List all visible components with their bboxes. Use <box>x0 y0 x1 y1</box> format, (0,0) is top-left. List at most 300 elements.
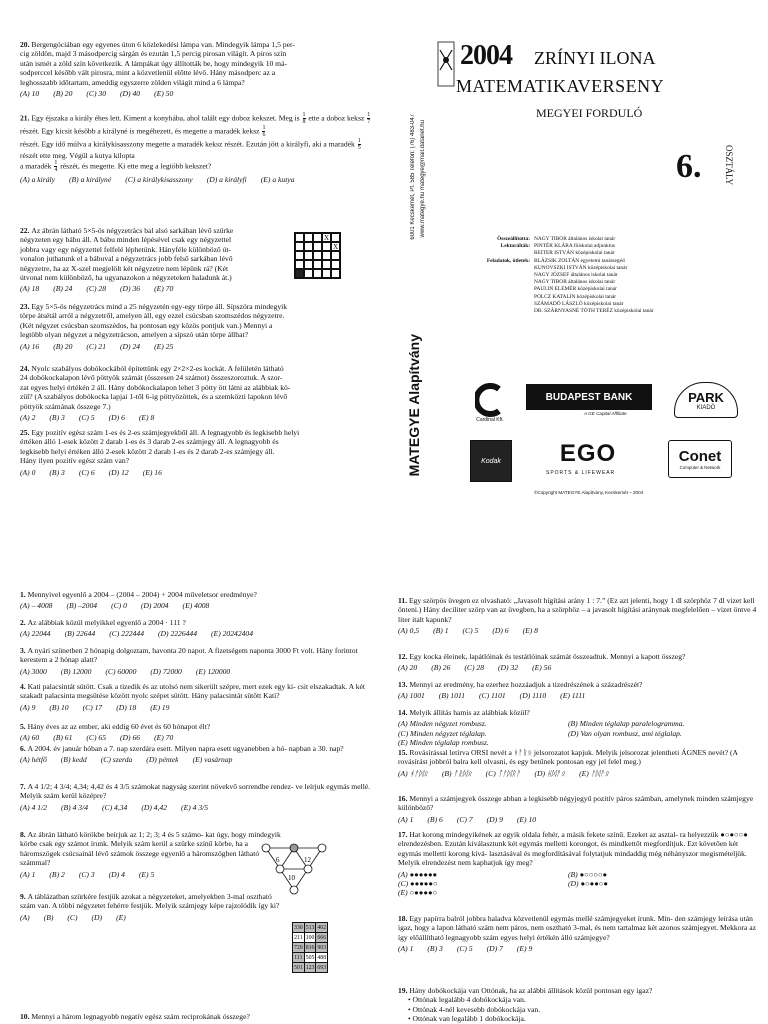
answer-options <box>398 944 758 953</box>
answer-option: (C) 0 <box>111 601 127 611</box>
answer-option: (B) 20 <box>53 341 73 351</box>
answer-option: (D) <box>91 912 103 922</box>
conet-logo <box>668 440 732 478</box>
question-text: ette a doboz keksz <box>308 113 367 123</box>
bank-subtitle: A GE Capital Affiliate <box>584 411 627 416</box>
question-text: törpe átsétál arról a négyzetről, amelyen áll, egy ezzel csúcsban szomszédos négyzetre. <box>20 311 285 321</box>
answer-options <box>20 755 374 764</box>
question-number: 1. <box>20 590 28 599</box>
bullet-item: • Ottónak legalább 4 dobókockája van. <box>408 995 526 1005</box>
credit-name: KUNOVSZKI ISTVÁN középiskolai tanár <box>534 264 628 271</box>
fraction-numerator: 1 <box>54 160 58 167</box>
question-number: 19. <box>398 986 410 995</box>
answer-options <box>20 803 374 812</box>
answer-option: (A) 20 <box>398 663 418 673</box>
answer-options <box>20 870 288 879</box>
answer-option: (E) ○●●●●○ <box>398 888 438 898</box>
grid-cell <box>313 269 322 278</box>
grade-label: OSZTÁLY <box>724 145 734 186</box>
credit-role <box>456 279 534 286</box>
question-number: 16. <box>398 794 410 803</box>
table-row <box>293 943 328 953</box>
credit-row <box>456 308 739 315</box>
grid-cell <box>313 242 322 251</box>
table-cell: 402 <box>317 924 327 931</box>
credit-role <box>456 294 534 301</box>
answer-option: (C) ᛏᚨᛞᚱᚨ <box>485 768 521 778</box>
grid-cell <box>304 251 313 260</box>
question-text: Hat korong mindegyikének az egyik oldala fehér, a másik fekete színű. Ezeket az asztal- ra helyezzük ●○●○○● elrendezésben. Ezután kiválasztunk két egymás melletti korongot, és mindkettőt megfordítjuk. Ezt követően két egymás melletti korong kivá- lasztásával és megfordításával folytatjuk mindaddig még néhányszor megismételjük. Melyik elrendezést nem kaphatjuk így meg? <box>398 830 748 868</box>
answer-option: (E) Minden téglalap rombusz. <box>398 738 489 748</box>
question-text: legkisebb helyi értéken álló 2-esek között 2 darab 1-es és 2 darab 2-es számjegy áll. <box>20 446 275 456</box>
answer-option: (C) 28 <box>86 284 107 294</box>
answer-option: (D) 12 <box>108 467 129 477</box>
publisher-web: www.mategye.hu mategye@mail.datanet.hu <box>420 120 426 238</box>
credit-role <box>456 308 534 315</box>
cardinal-label: Cardinal Kft. <box>476 417 504 423</box>
bullet-item: • Ottónak van legalább 1 dobókockája. <box>408 1014 526 1024</box>
question-number: 20. <box>20 40 32 49</box>
question-number: 3. <box>20 646 28 655</box>
question-number: 2. <box>20 618 28 627</box>
question-text: a maradék <box>20 161 54 171</box>
question-1 <box>20 590 374 611</box>
credit-role <box>456 250 534 257</box>
answer-option: (E) 20242404 <box>211 629 254 639</box>
answer-option: (C) 5 <box>78 413 95 423</box>
answer-option: (E) 8 <box>138 413 155 423</box>
answer-options <box>20 733 374 742</box>
answer-option: (D) 4,42 <box>141 802 168 812</box>
credit-role: Összeállította: <box>497 236 530 242</box>
question-text: maradék keksz <box>214 126 262 136</box>
question-7 <box>20 782 374 812</box>
answer-options <box>20 175 374 184</box>
credit-name: REITER ISTVÁN középiskolai tanár <box>534 250 615 257</box>
question-number: 9. <box>20 892 28 901</box>
table-cell: 111 <box>294 954 303 961</box>
answer-option: (A) 9 <box>20 702 36 712</box>
table-cell: 505 <box>305 954 315 961</box>
credit-name: BLÁZSIK ZOLTÁN egyetemi tanársegéd <box>534 257 625 264</box>
answer-option: (A) <box>20 912 30 922</box>
page-questions-11-19 <box>384 512 768 1024</box>
credit-name: SZÁMADÓ LÁSZLÓ középiskolai tanár <box>534 300 624 307</box>
fraction-denominator: 7 <box>367 119 371 125</box>
answer-option: (B) 1 <box>433 626 449 636</box>
answer-option: (A) 16 <box>20 341 40 351</box>
question-8 <box>20 830 288 879</box>
grid-cell <box>304 242 313 251</box>
table-cell: 488 <box>317 954 327 961</box>
answer-option: (D) 6 <box>492 626 509 636</box>
grid-cell <box>295 242 304 251</box>
answer-option: (E) 25 <box>154 341 174 351</box>
answer-option: (D) 32 <box>498 663 519 673</box>
answer-options <box>20 601 374 610</box>
question-12 <box>398 652 758 673</box>
question-text: Az ábrán látható körökbe beírjuk az 1; 2; 3; 4 és 5 számo- kat úgy, hogy mindegyik körbe csak egy számot írunk. Melyik szám kerül a szürke színű körbe, ha a háromszögek csúcsainál lévő számok összege egyenlő a háromszögben látható számmal? <box>20 830 281 868</box>
answer-option: (C) 6 <box>78 467 95 477</box>
answer-options <box>20 913 288 922</box>
conet-sub: Computer & Network <box>679 465 721 470</box>
question-number: 7. <box>20 782 28 791</box>
question-number: 17. <box>398 830 410 839</box>
answer-options <box>398 663 758 672</box>
fraction-denominator: 5 <box>357 145 361 151</box>
answer-option: (E) 70 <box>154 284 174 294</box>
answer-option: (C) 4,34 <box>102 802 128 812</box>
credit-row <box>456 301 739 308</box>
answer-option: (D) 7 <box>486 944 503 954</box>
answer-option: (D) 36 <box>120 284 141 294</box>
question-text: négyzetre, ha az X-szel megjelölt két négyzetre nem lépünk rá? (Két <box>20 263 229 273</box>
answer-option: (A) 1 <box>398 944 414 954</box>
answer-option: (D) 24 <box>120 341 141 351</box>
answer-option: (A) 10 <box>20 89 40 99</box>
publisher-bar <box>408 84 434 504</box>
bullet-item: • Ottónak 4-nél kevesebb dobókockája van. <box>408 1004 541 1014</box>
answer-option: (E) 10 <box>516 814 537 824</box>
answer-option: (C) 1101 <box>479 691 506 701</box>
grid-5x5-figure <box>294 232 341 279</box>
grid-cell <box>331 260 340 269</box>
answer-option: (D) ●○●●○● <box>568 879 608 889</box>
grid-cell <box>313 251 322 260</box>
question-text: legtöbb olyan négyzet a négyzetrácson, amelyen a sípszó után törpe állhat? <box>20 330 248 340</box>
grid-cell <box>304 269 313 278</box>
figure-sum-left: 6 <box>276 856 280 864</box>
answer-option: (D) 2004 <box>140 601 169 611</box>
cover-page <box>384 0 768 512</box>
answer-option: (A) 22044 <box>20 629 51 639</box>
answer-option: (E) ᚨᛞᚨᛟ <box>579 768 609 778</box>
question-text: értéken álló 1-esek között 2 darab 1-es és 3 darab 2-es számjegy áll. A legnagyobb és <box>20 437 279 447</box>
question-number: 6. <box>20 744 28 753</box>
question-text: Mennyi a három legnagyobb negatív egész szám reciprokának összege? <box>31 1012 250 1021</box>
figure-sum-right: 12 <box>304 856 311 864</box>
question-number: 10. <box>20 1012 32 1021</box>
credit-name: PAULIN ELEMÉR középiskolai tanár <box>534 286 617 293</box>
answer-option: (D) a királyfi <box>206 175 247 185</box>
question-text: részét. Egy idő múlva a királykisasszony megette a maradék keksz <box>20 139 225 149</box>
question-text: Az alábbiak közül melyikkel egyenlő a 2004 · 111 ? <box>27 618 186 627</box>
question-text: Hány éves az az ember, aki eddig 60 évet és 60 hónapot élt? <box>27 722 211 731</box>
answer-option: (C) 5 <box>462 626 479 636</box>
question-text: (Két négyzet csúcsban szomszédos, ha pontosan egy közös pontjuk van.) Mennyi a <box>20 320 273 330</box>
question-number: 11. <box>398 596 409 605</box>
question-text: sodperccel később vált pirosra, mint a közvetlenül előtte lévő. Hány másodperc az a <box>20 68 276 78</box>
triangle-circles-figure <box>256 840 334 900</box>
answer-options <box>398 870 758 898</box>
credit-row <box>456 258 739 265</box>
question-text: részét ette meg. Végül a kutya kilopta <box>20 151 135 160</box>
table-row <box>293 953 328 963</box>
answer-options <box>20 342 374 351</box>
table-cell: 720 <box>294 944 303 951</box>
answer-option: (B) 1011 <box>438 691 466 701</box>
answer-options <box>20 413 374 422</box>
answer-option: (A) ᚼᚨᛞᛟ <box>398 768 428 778</box>
question-number: 15. <box>398 748 410 757</box>
answer-option: (B) 3 <box>49 467 65 477</box>
question-number: 4. <box>20 682 28 691</box>
question-11 <box>398 596 758 636</box>
answer-options <box>398 815 758 824</box>
answer-option: (D) 1110 <box>519 691 547 701</box>
answer-option: (A) 60 <box>20 733 40 743</box>
answer-option: (E) 56 <box>532 663 552 673</box>
answer-option: (B) a királyné <box>69 175 112 185</box>
answer-option: (D) 72000 <box>150 666 182 676</box>
contest-logo-icon <box>434 40 458 90</box>
page-questions-20-25 <box>0 0 384 512</box>
answer-options <box>398 769 758 778</box>
question-number: 22. <box>20 226 32 235</box>
credit-role <box>456 286 534 293</box>
grid-cell <box>295 269 304 278</box>
answer-option: (A) a király <box>20 175 56 185</box>
answer-option: (A) Minden négyzet rombusz. <box>398 719 487 729</box>
table-cell: 123 <box>305 964 315 971</box>
answer-option: (D) 2226444 <box>158 629 198 639</box>
answer-options <box>398 626 758 635</box>
question-text: Egy papírra balról jobbra haladva közvetlenül egymás mellé számjegyeket írunk. Min- den számjegy leírása után igaz, hogy a lapon látható szám nem páros, nem osztható 3-mal, és nem tartalmaz két azonos számjegyet. Mekkora az így előállítható legnagyobb szám egyes helyi értékén álló számjegye? <box>398 914 757 942</box>
question-text: Egy kocka éleinek, lapátlóinak és testátlóinak számát összeadtuk. Mennyi a kapott összeg? <box>409 652 686 661</box>
grid-cell <box>304 260 313 269</box>
question-18 <box>398 914 758 954</box>
question-text: Mennyi a számjegyek összege abban a legkisebb négyjegyű pozitív páros számban, amelynek minden számjegye különböző? <box>398 794 754 813</box>
table-cell: 211 <box>294 934 303 941</box>
question-text: pöttyök számának összege 7.) <box>20 401 111 411</box>
grid-cell: X <box>323 234 330 242</box>
question-2 <box>20 618 374 639</box>
credit-name: NAGY JÓZSEF általános iskolai tanár <box>534 272 618 279</box>
answer-option: (B) 20 <box>53 89 73 99</box>
credit-role <box>456 265 534 272</box>
question-3 <box>20 646 374 676</box>
question-number: 18. <box>398 914 410 923</box>
question-text: A nyári szünetben 2 hónapig dolgoztam, havonta 20 napot. A fizetségem naponta 3000 Ft volt. Hány forintot kerestem a 2 hónap alatt? <box>20 646 358 665</box>
answer-option: (A) ●●●●●● <box>398 869 438 879</box>
answer-option: (C) 5 <box>456 944 473 954</box>
question-number: 8. <box>20 830 28 839</box>
question-text: Rovásírással letírva ORSI nevét a ᚼᚨᚱᛟ jelsorozatot kapjuk. Melyik jelsorozat jelentheti ÁGNES nevét? (A rovásírást jobbról balra kell olvasni, és egy betűnek pontosan egy jel felel meg.) <box>398 748 738 767</box>
question-16 <box>398 794 758 824</box>
answer-option: (B) Minden téglalap paralelogramma. <box>568 719 685 729</box>
credit-row <box>456 265 739 272</box>
question-text: Bergengóciában egy egyenes úton 6 közlekedési lámpa van. Mindegyik lámpa 1,5 per- <box>31 40 295 49</box>
grid-cell <box>304 233 313 242</box>
question-23 <box>20 302 374 351</box>
table-row <box>293 933 328 943</box>
question-number: 14. <box>398 708 410 717</box>
question-22 <box>20 226 288 294</box>
question-text: Az ábrán látható 5×5-ös négyzetrács bal alsó sarkában lévő szürke <box>31 226 234 235</box>
answer-option: (D) Van olyan rombusz, ami téglalap. <box>568 728 682 738</box>
publisher-name: MATEGYE Alapítvány <box>406 334 422 477</box>
fraction-denominator: 8 <box>302 119 306 125</box>
fraction-numerator: 1 <box>262 125 266 131</box>
ego-subtitle: SPORTS & LIFEWEAR <box>546 470 616 476</box>
answer-option: (D) ᚺᛞᚨᛟ <box>534 768 566 778</box>
grid-cell <box>313 260 322 269</box>
question-text: cig zöldön, majd 3 másodpercig sárgán és ezután 1,5 percig pirosan világít. A piros szín <box>20 49 287 59</box>
answer-option: (C) Minden négyzet téglalap. <box>398 728 487 738</box>
answer-option: (A) 3000 <box>20 666 47 676</box>
fraction-numerator: 1 <box>302 112 306 118</box>
publisher-address: 6001 Kecskemét, Pf. 585 Telefon: (76) 483-047 <box>410 114 416 240</box>
question-text: Hány ilyen pozitív egész szám van? <box>20 456 130 466</box>
fraction-denominator: 4 <box>54 167 58 174</box>
fraction <box>54 160 57 173</box>
fraction <box>303 112 306 125</box>
question-text: A 4 1/2; 4 3/4; 4,34; 4,42 és 4 3/5 számokat nagyság szerint növekvő sorrendbe rendez- ve leírjuk egymás mellé. Melyik szám kerül középre? <box>20 782 371 801</box>
question-text: A táblázatban szürkére festjük azokat a négyzeteket, amelyekben 3-mal osztható szám van. A többi négyzetet fehérre festjük. Melyik számjegy képe rajzolódik így ki? <box>20 892 280 911</box>
table-cell: 513 <box>305 924 315 931</box>
grid-cell <box>331 233 340 242</box>
credit-name: NAGY TIBOR általános iskolai tanár <box>534 279 616 286</box>
question-text: Melyik állítás hamis az alábbiak közül? <box>409 708 530 717</box>
credit-role <box>456 301 534 308</box>
credit-name: POLCZ KATALIN középiskolai tanár <box>534 293 617 300</box>
answer-option: (E) 120000 <box>195 666 231 676</box>
answer-option: (A) – 4008 <box>20 601 53 611</box>
answer-option: (D) péntek <box>146 755 179 765</box>
answer-option: (C) ●●●●●○ <box>398 879 438 889</box>
answer-option: (B) 10 <box>49 702 69 712</box>
grid-cell <box>313 233 322 242</box>
question-number: 21. <box>20 113 32 123</box>
answer-option: (C) szerda <box>100 755 133 765</box>
grid-cell <box>295 251 304 260</box>
question-text: jobbra vagy egy négyzettel felfelé léphetünk. Hányféle különböző út- <box>20 244 232 254</box>
question-text: Mennyi az eredmény, ha ezerhez hozzáadjuk a tizedrészének a századrészét? <box>409 680 643 689</box>
answer-options <box>398 691 758 700</box>
answer-option: (E) a kutya <box>260 175 295 185</box>
question-text: részét. Egy kicsit később a királyné is megéhezett, és megette a <box>20 126 215 136</box>
contest-year: 2004 <box>460 40 512 71</box>
answer-option: (A) 1 <box>398 814 414 824</box>
fraction <box>262 125 265 138</box>
answer-option: (B) 61 <box>53 733 73 743</box>
question-text: részét, és megette. Ki ette meg a legtöbb kekszet? <box>60 161 212 171</box>
answer-option: (B) 12000 <box>60 666 92 676</box>
answer-options <box>20 703 374 712</box>
question-25 <box>20 428 374 477</box>
credit-role: Feladatok, ötletek: <box>486 257 530 264</box>
answer-options <box>20 284 288 293</box>
answer-options <box>398 719 758 747</box>
answer-option: (B) <box>43 912 54 922</box>
answer-option: (E) 9 <box>516 944 533 954</box>
answer-option: (A) 0 <box>20 467 36 477</box>
answer-option: (C) 222444 <box>109 629 144 639</box>
question-number: 5. <box>20 722 28 731</box>
answer-option: (E) 4 3/5 <box>181 802 209 812</box>
credit-row <box>456 294 739 301</box>
credit-role <box>456 272 534 279</box>
table-cell: 666 <box>317 934 327 941</box>
credit-name: PINTÉR KLÁRA főiskolai adjunktus <box>534 243 616 250</box>
table-cell: 693 <box>317 964 327 971</box>
answer-option: (D) 18 <box>116 702 137 712</box>
table-cell: 903 <box>317 944 327 951</box>
answer-option: (A) 2 <box>20 413 36 423</box>
answer-option: (C) a királykisasszony <box>125 175 193 185</box>
answer-option: (A) 1 <box>20 869 36 879</box>
table-row <box>293 923 328 933</box>
question-text: zat egyes helyi értékén 2 áll. Hány dobókockalapon lehet 3 pötty ött látni az alábbiak kö- <box>20 382 291 392</box>
table-cell: 100 <box>305 934 315 941</box>
answer-option: (E) 5 <box>138 869 155 879</box>
table-cell: 330 <box>294 924 303 931</box>
question-20 <box>20 40 374 98</box>
answer-option: (B) 24 <box>53 284 73 294</box>
answer-option: (B) 22644 <box>64 629 96 639</box>
contest-title-line2: MATEMATIKAVERSENY <box>456 76 665 96</box>
answer-option: (B) ●○○○○● <box>568 869 608 879</box>
answer-option: (E) 4008 <box>182 601 210 611</box>
park-sub: KIADÓ <box>696 404 716 411</box>
question-number: 24. <box>20 364 32 373</box>
table-row <box>293 963 328 973</box>
answer-option: (C) 21 <box>86 341 107 351</box>
question-4 <box>20 682 374 712</box>
answer-options <box>20 89 374 98</box>
question-text: vonalon juthatunk el a bábuval a négyzetrács jobb felső sarkában lévő <box>20 254 233 264</box>
grid-cell <box>295 260 304 269</box>
question-text: részét. Ezután jött a királyfi, aki a maradék <box>224 139 357 149</box>
answer-option: (C) 17 <box>82 702 103 712</box>
answer-option: (B) –2004 <box>66 601 98 611</box>
answer-option: (B) 26 <box>431 663 451 673</box>
copyright: ©Copyright MATEGYE Alapítvány, Kecskemét – 2004 <box>534 490 644 495</box>
answer-option: (B) 4 3/4 <box>61 802 88 812</box>
divisibility-table <box>292 922 328 973</box>
credit-row <box>456 250 739 257</box>
question-17 <box>398 830 758 898</box>
park-logo <box>674 382 738 418</box>
question-text: Egy szörpös üvegen ez olvasható: „Javasolt hígítási arány 1 : 7.” (Ez azt jelenti, hogy 1 dl szörphöz 7 dl vizet kell önteni.) Hány deciliter szörp van az üvegben, ha a szörphöz – a javasolt hígítási aránynak megfelelően – vizet öntve 4 liter italt kapunk? <box>398 596 757 624</box>
answer-option: (C) 30 <box>86 89 107 99</box>
question-text: 24 dobókockalapon lévő pöttyök számát (összesen 24 számot) összeszoroztuk. A szor- <box>20 373 283 383</box>
question-number: 13. <box>398 680 410 689</box>
conet-label: Conet <box>678 448 722 465</box>
question-text: után ismét a zöld szín következik. A lámpákat úgy állították be, hogy mindegyik 10 má- <box>20 58 287 68</box>
question-number: 23. <box>20 302 32 311</box>
contest-round: MEGYEI FORDULÓ <box>536 106 643 120</box>
grade-number: 6. <box>676 148 702 185</box>
grid-cell <box>331 269 340 278</box>
question-9 <box>20 892 288 922</box>
answer-option: (C) 7 <box>456 814 473 824</box>
credits-list <box>456 236 739 315</box>
table-cell: 501 <box>294 964 303 971</box>
answer-option: (C) 28 <box>464 663 485 673</box>
credit-role: Lektorálták: <box>500 243 530 250</box>
answer-option: (C) 65 <box>86 733 107 743</box>
answer-option: (A) 18 <box>20 284 40 294</box>
question-10 <box>20 1012 374 1021</box>
kodak-logo: Kodak <box>470 440 512 482</box>
answer-option: (C) <box>67 912 78 922</box>
question-number: 25. <box>20 428 32 437</box>
table-cell: 816 <box>305 944 315 951</box>
question-6 <box>20 744 374 765</box>
answer-options <box>20 629 374 638</box>
answer-option: (D) 4 <box>108 869 125 879</box>
